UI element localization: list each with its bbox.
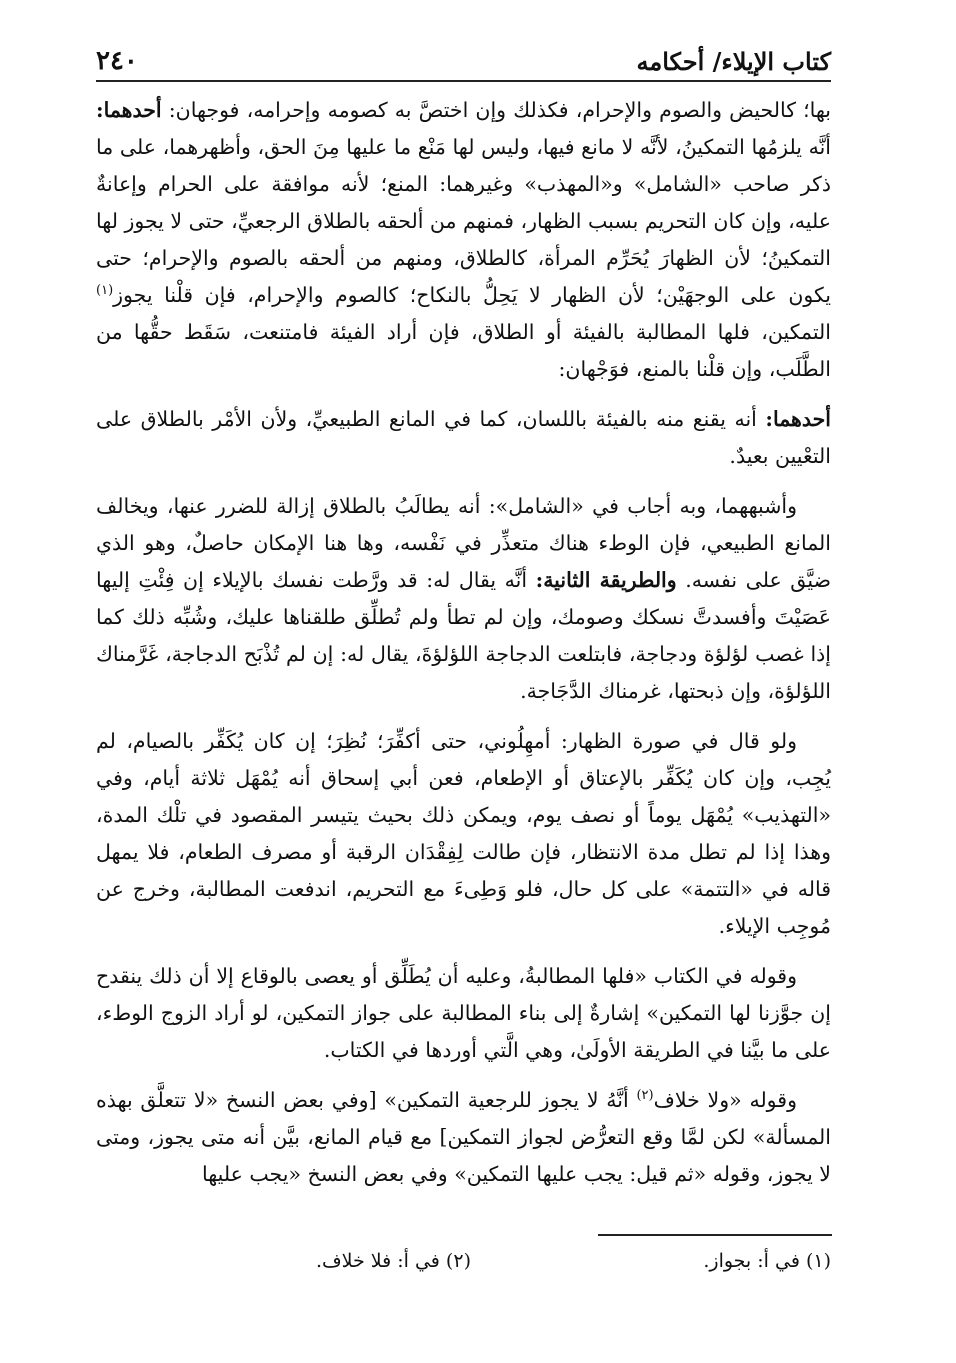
paragraph-2 xyxy=(96,401,831,475)
running-title: كتاب الإيلاء/ أحكامه xyxy=(636,46,831,76)
paragraph-5: وقوله في الكتاب «فلها المطالبةُ، وعليه أن يُطَلِّق أو يعصى بالوقاع إلا أن ذلك ينقدح إن جوَّزنا لها التمكين» إشارةٌ إلى بناء المطالبة على جواز التمكين، لو أراد الزوج الوطء، على ما بيَّنا في الطريقة الأولَىٰ، وهي الَّتي أوردها في الكتاب. xyxy=(96,964,831,1062)
paragraph-3-part-a: وأشبههما، وبه أجاب في «الشامل»: أنه يطالَبُ بالطلاق إزالة للضرر عنها، ويخالف المانع الطبيعي، فإن الوطء هناك متعذِّر في نَفْسه، وها هنا الإمكان حاصلٌ، وهو الذي ضيَّق على نفسه. xyxy=(96,494,831,592)
paragraph-4: ولو قال في صورة الظهار: أمهِلُوني، حتى أكفِّرَ؛ نُظِرَ؛ إن كان يُكَفِّر بالصيام، لم يُجِب، وإن كان يُكَفِّر بالإعتاق أو الإطعام، فعن أبي إسحاق أنه يُمْهَل ثلاثة أيام، وفي «التهذيب» يُمْهَل يوماً أو نصف يوم، ويمكن ذلك بحيث يتيسر المقصود في تلْك المدة، وهذا إذا لم تطل مدة الانتظار، فإن طالت لِفِقْدَان الرقبة أو مصرف الطعام، فلا يمهل قاله في «التتمة» على كل حال، فلو وَطِىءَ مع التحريم، اندفعت المطالبة، وخرج عن مُوجِب الإيلاء. xyxy=(96,729,831,938)
footnote-2: (٢) في أ: فلا خلاف. xyxy=(315,1250,471,1272)
footnote-1: (١) في أ: بجواز. xyxy=(703,1250,831,1272)
paragraph-2-text: أنه يقنع منه بالفيئة باللسان، كما في المانع الطبيعيِّ، ولأن الأمْر بالطلاق على التعْيين بعيدٌ. xyxy=(96,407,831,468)
body-text xyxy=(96,92,831,1206)
paragraph-3-part-b: أنَّه يقال له: قد ورَّطت نفسك بالإيلاء إن فِئْتِ إليها عَصَيْتَ وأفسدتَّ نسكك وصومك، وإن لم تطأ ولم تُطلِّق طلقناها عليك، وشُبِّه ذلك كما إذا غصب لؤلؤة ودجاجة، فابتلعت الدجاجة اللؤلؤةَ، يقال له: إن لم تُذْبَح الدجاجة، غَرَّمناك اللؤلؤة، وإن ذبحتها، غرمناك الدَّجَاجة. xyxy=(96,568,831,703)
paragraph-1-part-b: أنَّه يلزمُها التمكينُ، لأنَّه لا مانع فيها، وليس لها مَنْع ما عليها مِنَ الحق، وأظهرهما، على ما ذكر صاحب «الشامل» و«المهذب» وغيرهما: المنع؛ لأنه موافقة على الحرام وإعانةٌ عليه، وإن كان التحريم بسبب الظهار، فمنهم من ألحقه بالطلاق الرجعيِّ، حتى لا يجوز لها التمكينُ؛ لأن الظهارَ يُحَرِّم المرأة، كالطلاق، ومنهم من ألحقه بالصوم والإحرام؛ حتى يكون على الوجهَيْن؛ لأن الظهار لا يَحِلُّ بالنكاح؛ كالصوم والإحرام، فإن قلْنا يجوز xyxy=(96,135,831,307)
paragraph-2-term: أحدهما: xyxy=(765,407,831,431)
paragraph-3-term: والطريقة الثانية: xyxy=(535,568,677,592)
page-header xyxy=(96,42,831,82)
paragraph-1 xyxy=(96,92,831,388)
footnote-ref-1[interactable]: (١) xyxy=(96,283,114,299)
paragraph-1-part-a: بها؛ كالحيض والصوم والإحرام، فكذلك وإن اختصَّ به كصومه وإحرامه، فوجهان: xyxy=(168,98,831,122)
paragraph-6-part-a: وقوله «ولا خلاف xyxy=(653,1088,797,1112)
paragraph-1-part-c: التمكين، فلها المطالبة بالفيئة أو الطلاق، فإن أراد الفيئة فامتنعت، سَقَط حقُّها من الطَّلَب، وإن قلْنا بالمنع، فوَجْهان: xyxy=(96,320,831,381)
paragraph-6 xyxy=(96,1082,831,1193)
page-number: ٢٤٠ xyxy=(96,46,138,76)
footnote-divider xyxy=(598,1234,832,1236)
paragraph-3 xyxy=(96,488,831,710)
footnote-ref-2[interactable]: (٢) xyxy=(636,1088,654,1104)
paragraph-6-part-b: أنَّهُ لا يجوز للرجعية التمكين» [وفي بعض النسخ «لا تتعلَّق بهذه المسألة» لكن لمَّا وقع التعرُّض لجواز التمكين] مع قيام المانع، بيَّن أنه متى يجوز، ومتى لا يجوز، وقوله «ثم قيل: يجب عليها التمكين» وفي بعض النسخ «يجب عليها xyxy=(96,1088,831,1186)
paragraph-1-term: أحدهما: xyxy=(96,98,162,122)
